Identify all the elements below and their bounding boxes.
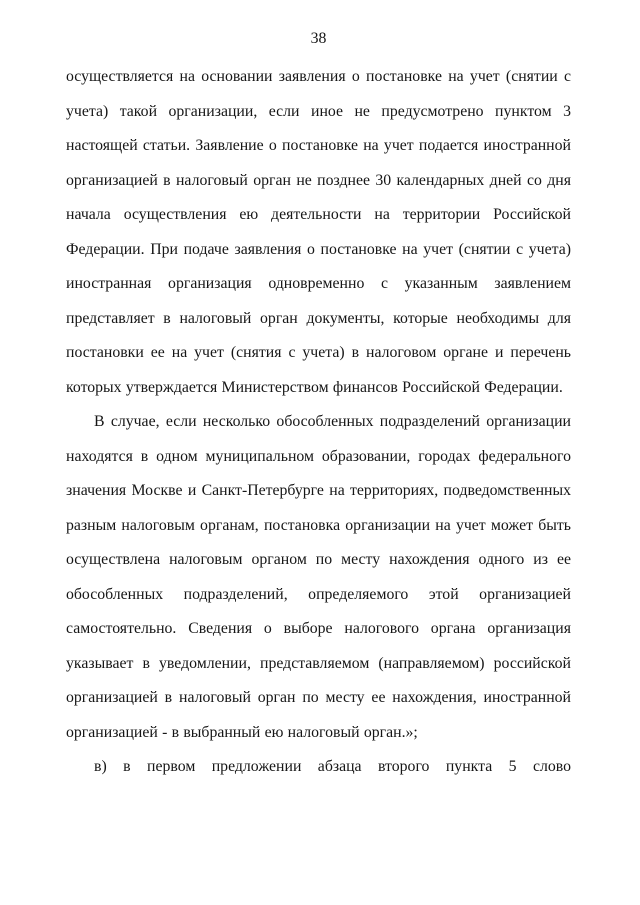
text-line: представляет в налоговый орган документы, которые необходимы для bbox=[66, 309, 571, 327]
text-line: учета) такой организации, если иное не предусмотрено пунктом 3 bbox=[66, 102, 571, 120]
paragraph bbox=[66, 405, 571, 750]
page-number: 38 bbox=[310, 30, 327, 47]
text-line: организацией в налоговый орган не позднее 30 календарных дней со дня bbox=[66, 171, 571, 189]
text-line: организацией в налоговый орган по месту ее нахождения, иностранной bbox=[66, 689, 571, 706]
text-line: настоящей статьи. Заявление о постановке на учет подается иностранной bbox=[66, 137, 571, 154]
text-line: указывает в уведомлении, представляемом (направляемом) российской bbox=[66, 654, 571, 672]
text-line: иностранная организация одновременно с указанным заявлением bbox=[66, 275, 571, 292]
page-content bbox=[66, 60, 571, 785]
text-line: постановки ее на учет (снятия с учета) в налоговом органе и перечень bbox=[66, 344, 571, 361]
paragraph bbox=[66, 60, 571, 405]
text-line: обособленных подразделений, определяемого этой организацией bbox=[66, 585, 571, 603]
text-line: разным налоговым органам, постановка организации на учет может быть bbox=[66, 516, 571, 534]
text-line: значения Москве и Санкт-Петербурге на территориях, подведомственных bbox=[66, 482, 571, 499]
text-line: самостоятельно. Сведения о выборе налогового органа организация bbox=[66, 620, 571, 637]
paragraph bbox=[66, 750, 571, 785]
text-line: которых утверждается Министерством финансов Российской Федерации. bbox=[66, 378, 563, 396]
text-line: осуществлена налоговым органом по месту нахождения одного из ее bbox=[66, 551, 571, 568]
text-line: находятся в одном муниципальном образовании, городах федерального bbox=[66, 447, 571, 465]
text-line: В случае, если несколько обособленных подразделений организации bbox=[94, 413, 571, 430]
text-line: осуществляется на основании заявления о постановке на учет (снятии с bbox=[66, 68, 571, 85]
text-line: Федерации. При подаче заявления о постановке на учет (снятии с учета) bbox=[66, 240, 571, 258]
text-line: в) в первом предложении абзаца второго пункта 5 слово bbox=[94, 758, 571, 775]
text-line: организацией - в выбранный ею налоговый орган.»; bbox=[66, 723, 418, 741]
text-line: начала осуществления ею деятельности на территории Российской bbox=[66, 206, 571, 223]
